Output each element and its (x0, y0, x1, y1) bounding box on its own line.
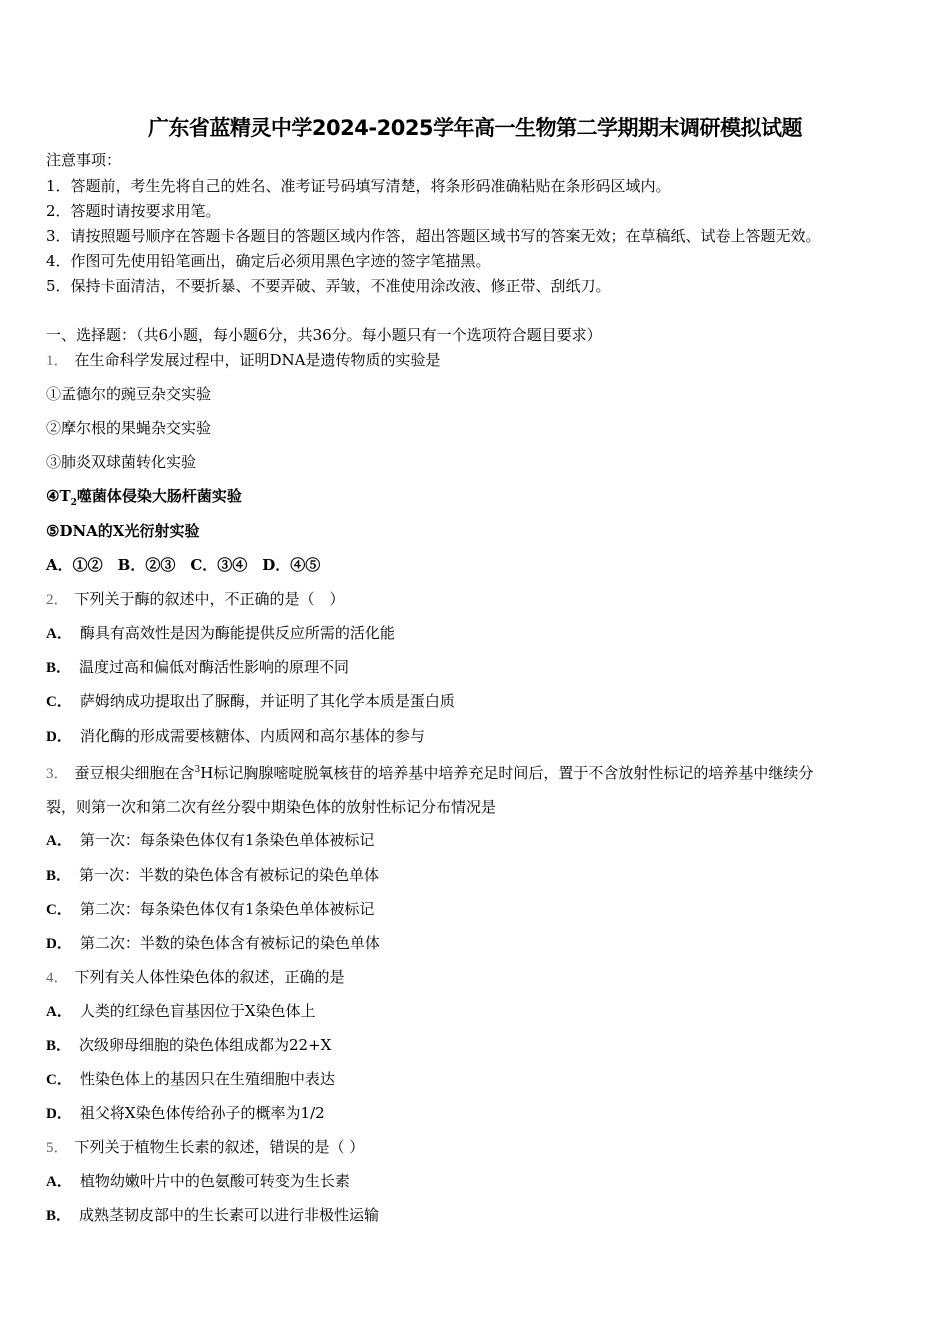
question-stem: 下列有关人体性染色体的叙述，正确的是 (74, 968, 345, 986)
q1-answers: A．①② B．②③ C．③④ D．④⑤ (46, 556, 321, 574)
option-label: B． (46, 1038, 72, 1054)
option (46, 623, 395, 644)
option-text: 植物幼嫩叶片中的色氨酸可转变为生长素 (79, 1172, 350, 1190)
option (46, 1103, 325, 1124)
option (46, 865, 379, 886)
question-number: 2． (46, 592, 69, 608)
option-text: 成熟茎韧皮部中的生长素可以进行非极性运输 (79, 1206, 380, 1224)
option-text: 性染色体上的基因只在生殖细胞中表达 (79, 1070, 335, 1088)
question-stem: 蚕豆根尖细胞在含 (74, 764, 195, 782)
option-label: A． (46, 833, 72, 849)
question-1 (46, 350, 441, 371)
option-label: A． (46, 1174, 72, 1190)
q1-item: ②摩尔根的果蝇杂交实验 (46, 419, 212, 437)
option-text: 第二次：半数的染色体含有被标记的染色单体 (79, 934, 380, 952)
notice-item: 5．保持卡面清洁，不要折暴、不要弄破、弄皱，不准使用涂改液、修正带、刮纸刀。 (46, 277, 611, 295)
question-4 (46, 967, 345, 988)
option-text: 祖父将X染色体传给孙子的概率为1/2 (79, 1104, 325, 1122)
superscript: 3 (194, 765, 201, 775)
option-text: 次级卵母细胞的染色体组成都为22+X (79, 1036, 332, 1054)
option-text: 第一次：每条染色体仅有1条染色单体被标记 (79, 831, 375, 849)
option-label: D． (46, 729, 72, 745)
option (46, 1035, 331, 1056)
notice-item: 1．答题前，考生先将自己的姓名、准考证号码填写清楚，将条形码准确粘贴在条形码区域内。 (46, 177, 671, 195)
option-text: 第一次：半数的染色体含有被标记的染色单体 (79, 866, 380, 884)
option (46, 691, 455, 712)
q1-item: ⑤DNA的X光衍射实验 (46, 522, 200, 540)
option-label: D． (46, 1106, 72, 1122)
option-label: B． (46, 1208, 72, 1224)
question-stem: 下列关于酶的叙述中，不正确的是（ ） (74, 590, 345, 608)
option-label: B． (46, 660, 72, 676)
option-label: D． (46, 936, 72, 952)
option-label: C． (46, 1072, 72, 1088)
option (46, 1069, 335, 1090)
option (46, 1171, 350, 1192)
section-heading: 一、选择题：（共6小题，每小题6分，共36分。每小题只有一个选项符合题目要求） (46, 326, 602, 344)
option-label: A． (46, 1004, 72, 1020)
option (46, 933, 380, 954)
question-number: 1． (46, 353, 69, 369)
option-label: A． (46, 626, 72, 642)
question-3 (46, 760, 813, 784)
q1-item4-pre: ④T (46, 487, 71, 505)
option (46, 830, 374, 851)
option-text: 萨姆纳成功提取出了脲酶，并证明了其化学本质是蛋白质 (79, 692, 455, 710)
option-label: C． (46, 694, 72, 710)
option-label: B． (46, 868, 72, 884)
question-2 (46, 589, 345, 610)
option-text: 温度过高和偏低对酶活性影响的原理不同 (79, 658, 350, 676)
q1-item4-sub: 2 (70, 498, 77, 508)
option (46, 899, 374, 920)
option-text: 第二次：每条染色体仅有1条染色单体被标记 (79, 900, 375, 918)
q1-item: ①孟德尔的豌豆杂交实验 (46, 385, 212, 403)
notice-item: 2．答题时请按要求用笔。 (46, 202, 221, 220)
option-text: 人类的红绿色盲基因位于X染色体上 (79, 1002, 316, 1020)
notice-item: 4．作图可先使用铅笔画出，确定后必须用黑色字迹的签字笔描黑。 (46, 252, 491, 270)
question-stem: H标记胸腺嘧啶脱氧核苷的培养基中培养充足时间后，置于不含放射性标记的培养基中继续分 (200, 764, 814, 782)
notice-heading: 注意事项： (46, 151, 122, 169)
option (46, 1001, 316, 1022)
option (46, 657, 349, 678)
q1-item (46, 486, 242, 513)
question-number: 3． (46, 766, 69, 782)
option-text: 消化酶的形成需要核糖体、内质网和高尔基体的参与 (79, 727, 425, 745)
option (46, 1205, 379, 1226)
question-5 (46, 1137, 364, 1158)
question-number: 4． (46, 970, 69, 986)
page-title: 广东省蓝精灵中学2024-2025学年高一生物第二学期期末调研模拟试题 (147, 116, 803, 140)
notice-item: 3．请按照题号顺序在答题卡各题目的答题区域内作答，超出答题区域书写的答案无效；在草稿纸、试卷上答题无效。 (46, 227, 821, 245)
question-number: 5． (46, 1140, 69, 1156)
question-stem: 下列关于植物生长素的叙述，错误的是（ ） (74, 1138, 365, 1156)
question-stem-line2: 裂，则第一次和第二次有丝分裂中期染色体的放射性标记分布情况是 (46, 798, 497, 816)
question-stem: 在生命科学发展过程中，证明DNA是遗传物质的实验是 (74, 351, 441, 369)
q1-item4-post: 噬菌体侵染大肠杆菌实验 (76, 487, 242, 505)
option (46, 726, 425, 747)
q1-item: ③肺炎双球菌转化实验 (46, 453, 197, 471)
option-text: 酶具有高效性是因为酶能提供反应所需的活化能 (79, 624, 395, 642)
option-label: C． (46, 902, 72, 918)
